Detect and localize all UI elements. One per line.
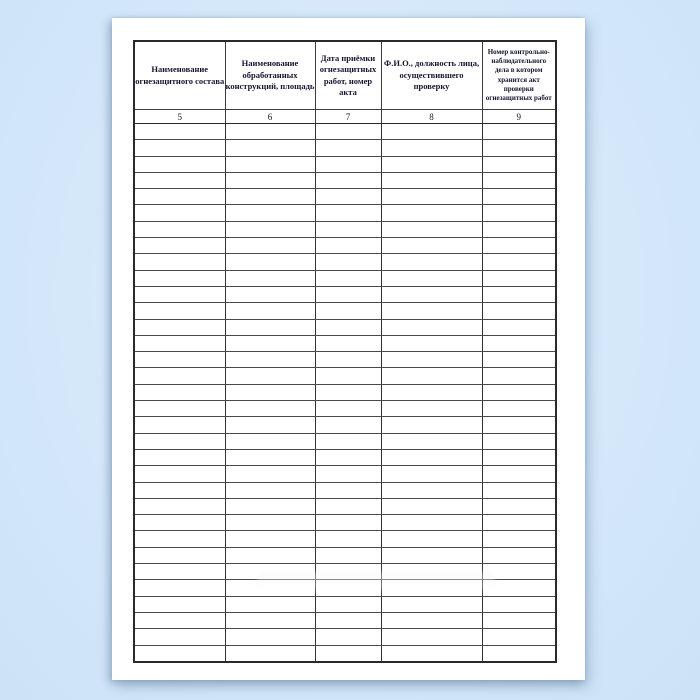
table-cell-empty bbox=[482, 368, 556, 384]
table-cell-empty bbox=[315, 596, 381, 612]
table-cell-empty bbox=[225, 417, 315, 433]
table-cell-empty bbox=[225, 221, 315, 237]
table-cell-empty bbox=[134, 254, 225, 270]
table-cell-empty bbox=[315, 433, 381, 449]
table-cell-empty bbox=[381, 417, 482, 433]
table-cell-empty bbox=[315, 417, 381, 433]
table-cell-empty bbox=[482, 124, 556, 140]
table-cell-empty bbox=[381, 449, 482, 465]
table-cell-empty bbox=[315, 531, 381, 547]
table-cell-empty bbox=[315, 401, 381, 417]
table-cell-empty bbox=[381, 482, 482, 498]
column-header-inspector: Ф.И.О., должность лица, осуществившего проверку bbox=[381, 41, 482, 110]
table-cell-empty bbox=[381, 596, 482, 612]
table-cell-empty bbox=[381, 498, 482, 514]
table-cell-empty bbox=[315, 466, 381, 482]
table-cell-empty bbox=[134, 466, 225, 482]
table-cell-empty bbox=[482, 564, 556, 580]
column-header-file-number: Номер контрольно-наблюдательного дела в котором хранится акт проверки огнезащитных работ bbox=[482, 41, 556, 110]
table-cell-empty bbox=[315, 221, 381, 237]
table-row bbox=[134, 286, 556, 302]
table-cell-empty bbox=[134, 547, 225, 563]
table-cell-empty bbox=[225, 629, 315, 645]
table-row bbox=[134, 612, 556, 628]
column-number: 9 bbox=[482, 110, 556, 124]
table-cell-empty bbox=[482, 221, 556, 237]
table-cell-empty bbox=[134, 612, 225, 628]
table-cell-empty bbox=[225, 238, 315, 254]
table-cell-empty bbox=[315, 580, 381, 596]
table-cell-empty bbox=[225, 319, 315, 335]
table-row bbox=[134, 205, 556, 221]
table-cell-empty bbox=[225, 401, 315, 417]
table-row bbox=[134, 124, 556, 140]
table-cell-empty bbox=[315, 612, 381, 628]
table-cell-empty bbox=[134, 319, 225, 335]
table-row bbox=[134, 629, 556, 645]
table-cell-empty bbox=[482, 449, 556, 465]
table-cell-empty bbox=[225, 303, 315, 319]
table-cell-empty bbox=[315, 303, 381, 319]
table-row bbox=[134, 270, 556, 286]
table-cell-empty bbox=[225, 547, 315, 563]
table-cell-empty bbox=[134, 286, 225, 302]
column-number: 6 bbox=[225, 110, 315, 124]
table-row bbox=[134, 498, 556, 514]
table-cell-empty bbox=[134, 172, 225, 188]
table-row bbox=[134, 531, 556, 547]
table-cell-empty bbox=[482, 629, 556, 645]
table-cell-empty bbox=[381, 254, 482, 270]
table-cell-empty bbox=[225, 612, 315, 628]
table-cell-empty bbox=[381, 303, 482, 319]
table-cell-empty bbox=[315, 140, 381, 156]
table-cell-empty bbox=[315, 352, 381, 368]
table-cell-empty bbox=[225, 645, 315, 662]
table-body bbox=[134, 124, 556, 662]
table-row bbox=[134, 221, 556, 237]
table-row bbox=[134, 466, 556, 482]
table-cell-empty bbox=[381, 221, 482, 237]
table-cell-empty bbox=[134, 531, 225, 547]
table-cell-empty bbox=[225, 368, 315, 384]
table-cell-empty bbox=[315, 629, 381, 645]
table-cell-empty bbox=[315, 482, 381, 498]
table-cell-empty bbox=[134, 368, 225, 384]
table-cell-empty bbox=[134, 645, 225, 662]
table-cell-empty bbox=[482, 254, 556, 270]
table-cell-empty bbox=[315, 384, 381, 400]
table-cell-empty bbox=[381, 189, 482, 205]
table-cell-empty bbox=[482, 433, 556, 449]
table-row bbox=[134, 172, 556, 188]
table-row bbox=[134, 482, 556, 498]
table-cell-empty bbox=[482, 515, 556, 531]
table-cell-empty bbox=[381, 384, 482, 400]
table-cell-empty bbox=[134, 205, 225, 221]
table-cell-empty bbox=[225, 498, 315, 514]
table-cell-empty bbox=[134, 303, 225, 319]
table-cell-empty bbox=[134, 580, 225, 596]
table-cell-empty bbox=[381, 140, 482, 156]
table-cell-empty bbox=[134, 449, 225, 465]
table-row bbox=[134, 140, 556, 156]
table-cell-empty bbox=[381, 238, 482, 254]
table-cell-empty bbox=[315, 335, 381, 351]
table-cell-empty bbox=[225, 205, 315, 221]
table-cell-empty bbox=[225, 156, 315, 172]
table-row bbox=[134, 303, 556, 319]
table-cell-empty bbox=[134, 156, 225, 172]
table-row bbox=[134, 384, 556, 400]
table-cell-empty bbox=[225, 466, 315, 482]
table-row bbox=[134, 189, 556, 205]
table-cell-empty bbox=[482, 580, 556, 596]
table-cell-empty bbox=[225, 172, 315, 188]
table-cell-empty bbox=[381, 531, 482, 547]
table-cell-empty bbox=[482, 140, 556, 156]
table-cell-empty bbox=[134, 352, 225, 368]
table-row bbox=[134, 335, 556, 351]
column-header-acceptance-date: Дата приёмки огнезащитных работ, номер акта bbox=[315, 41, 381, 110]
table-cell-empty bbox=[482, 547, 556, 563]
table-cell-empty bbox=[482, 270, 556, 286]
table-cell-empty bbox=[225, 580, 315, 596]
table-cell-empty bbox=[225, 189, 315, 205]
table-cell-empty bbox=[381, 629, 482, 645]
table-row bbox=[134, 449, 556, 465]
table-cell-empty bbox=[315, 498, 381, 514]
table-row bbox=[134, 319, 556, 335]
table-cell-empty bbox=[482, 645, 556, 662]
table-cell-empty bbox=[482, 172, 556, 188]
table-row bbox=[134, 368, 556, 384]
table-row bbox=[134, 238, 556, 254]
table-cell-empty bbox=[315, 156, 381, 172]
table-cell-empty bbox=[482, 482, 556, 498]
table-cell-empty bbox=[315, 449, 381, 465]
table-cell-empty bbox=[381, 564, 482, 580]
table-cell-empty bbox=[225, 515, 315, 531]
table-cell-empty bbox=[315, 564, 381, 580]
table-cell-empty bbox=[482, 466, 556, 482]
table-row bbox=[134, 547, 556, 563]
table-cell-empty bbox=[381, 433, 482, 449]
column-header-composition: Наименование огнезащитного состава bbox=[134, 41, 225, 110]
document-page bbox=[112, 18, 585, 680]
column-number: 7 bbox=[315, 110, 381, 124]
table-cell-empty bbox=[381, 401, 482, 417]
table-cell-empty bbox=[315, 319, 381, 335]
table-cell-empty bbox=[482, 401, 556, 417]
table-cell-empty bbox=[315, 238, 381, 254]
table-cell-empty bbox=[315, 547, 381, 563]
table-cell-empty bbox=[381, 515, 482, 531]
table-cell-empty bbox=[315, 124, 381, 140]
table-cell-empty bbox=[315, 205, 381, 221]
table-cell-empty bbox=[225, 335, 315, 351]
column-header-structures: Наименование обработанных конструкций, площадь bbox=[225, 41, 315, 110]
table-cell-empty bbox=[225, 254, 315, 270]
table-row bbox=[134, 254, 556, 270]
table-row bbox=[134, 156, 556, 172]
table-cell-empty bbox=[225, 286, 315, 302]
table-cell-empty bbox=[482, 531, 556, 547]
journal-table bbox=[133, 40, 557, 663]
table-cell-empty bbox=[225, 270, 315, 286]
table-cell-empty bbox=[225, 449, 315, 465]
column-number-row bbox=[134, 110, 556, 124]
table-cell-empty bbox=[381, 124, 482, 140]
table-cell-empty bbox=[482, 189, 556, 205]
table-cell-empty bbox=[134, 515, 225, 531]
table-cell-empty bbox=[482, 156, 556, 172]
table-cell-empty bbox=[134, 564, 225, 580]
table-cell-empty bbox=[381, 368, 482, 384]
table-cell-empty bbox=[482, 319, 556, 335]
table-cell-empty bbox=[381, 352, 482, 368]
table-cell-empty bbox=[482, 238, 556, 254]
table-cell-empty bbox=[225, 564, 315, 580]
table-cell-empty bbox=[482, 612, 556, 628]
table-cell-empty bbox=[134, 221, 225, 237]
table-cell-empty bbox=[134, 384, 225, 400]
table-cell-empty bbox=[134, 498, 225, 514]
table-cell-empty bbox=[315, 254, 381, 270]
table-cell-empty bbox=[482, 417, 556, 433]
table-cell-empty bbox=[225, 531, 315, 547]
table-cell-empty bbox=[134, 433, 225, 449]
table-cell-empty bbox=[225, 124, 315, 140]
table-cell-empty bbox=[381, 645, 482, 662]
table-cell-empty bbox=[134, 482, 225, 498]
column-number: 5 bbox=[134, 110, 225, 124]
table-cell-empty bbox=[315, 515, 381, 531]
table-row bbox=[134, 352, 556, 368]
column-number: 8 bbox=[381, 110, 482, 124]
table-cell-empty bbox=[381, 205, 482, 221]
table-row bbox=[134, 564, 556, 580]
table-cell-empty bbox=[482, 352, 556, 368]
table-cell-empty bbox=[315, 645, 381, 662]
table-cell-empty bbox=[315, 172, 381, 188]
table-cell-empty bbox=[134, 238, 225, 254]
table-cell-empty bbox=[225, 384, 315, 400]
table-cell-empty bbox=[134, 596, 225, 612]
table-cell-empty bbox=[134, 417, 225, 433]
table-row bbox=[134, 433, 556, 449]
table-cell-empty bbox=[381, 286, 482, 302]
table-cell-empty bbox=[315, 286, 381, 302]
table-cell-empty bbox=[381, 319, 482, 335]
table-cell-empty bbox=[134, 401, 225, 417]
table-cell-empty bbox=[381, 270, 482, 286]
table-row bbox=[134, 515, 556, 531]
table-cell-empty bbox=[225, 482, 315, 498]
table-cell-empty bbox=[315, 368, 381, 384]
table-row bbox=[134, 417, 556, 433]
table-cell-empty bbox=[134, 270, 225, 286]
header-row bbox=[134, 41, 556, 110]
table-cell-empty bbox=[482, 384, 556, 400]
table-cell-empty bbox=[225, 596, 315, 612]
table-row bbox=[134, 596, 556, 612]
table-cell-empty bbox=[482, 286, 556, 302]
table-cell-empty bbox=[315, 270, 381, 286]
table-cell-empty bbox=[134, 140, 225, 156]
table-cell-empty bbox=[381, 580, 482, 596]
table-row bbox=[134, 645, 556, 662]
table-cell-empty bbox=[482, 498, 556, 514]
table-cell-empty bbox=[134, 189, 225, 205]
table-cell-empty bbox=[381, 172, 482, 188]
table-cell-empty bbox=[381, 156, 482, 172]
table-cell-empty bbox=[482, 596, 556, 612]
table-cell-empty bbox=[225, 352, 315, 368]
table-cell-empty bbox=[381, 335, 482, 351]
table-header bbox=[134, 41, 556, 124]
table-cell-empty bbox=[482, 335, 556, 351]
table-row bbox=[134, 580, 556, 596]
table-cell-empty bbox=[381, 547, 482, 563]
table-cell-empty bbox=[225, 433, 315, 449]
table-cell-empty bbox=[315, 189, 381, 205]
table-row bbox=[134, 401, 556, 417]
table-cell-empty bbox=[225, 140, 315, 156]
table-cell-empty bbox=[482, 205, 556, 221]
table-cell-empty bbox=[381, 466, 482, 482]
table-cell-empty bbox=[134, 335, 225, 351]
table-cell-empty bbox=[381, 612, 482, 628]
table-cell-empty bbox=[482, 303, 556, 319]
table-cell-empty bbox=[134, 629, 225, 645]
table-cell-empty bbox=[134, 124, 225, 140]
